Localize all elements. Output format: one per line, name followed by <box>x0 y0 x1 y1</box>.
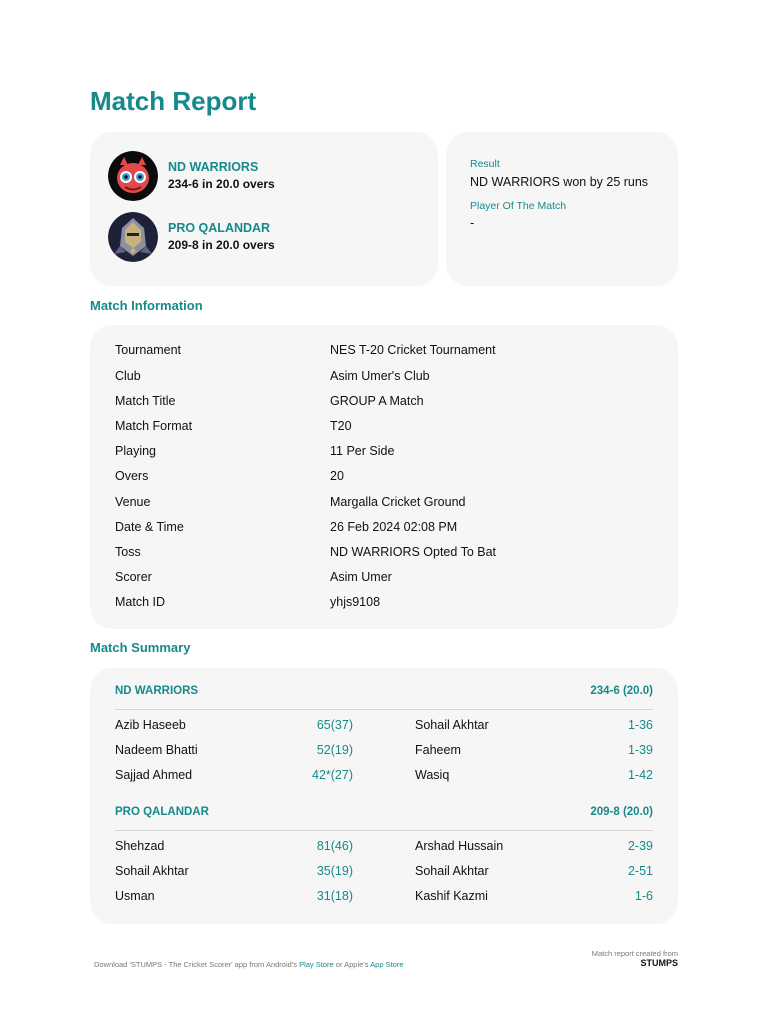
bowler-figures: 2-39 <box>627 839 653 853</box>
info-value: Margalla Cricket Ground <box>330 495 466 509</box>
info-value: Asim Umer's Club <box>330 369 430 383</box>
info-value: T20 <box>330 419 352 433</box>
player-of-match-value: - <box>470 216 475 230</box>
report-credit <box>592 949 678 969</box>
innings-team: PRO QALANDAR <box>115 806 209 818</box>
team-row-pro-qalandar <box>108 212 275 262</box>
page-title: Match Report <box>90 86 257 116</box>
innings-header <box>115 806 653 831</box>
batter-name: Shehzad <box>115 839 165 853</box>
info-row-toss <box>115 545 496 559</box>
player-of-match-label: Player Of The Match <box>470 200 567 212</box>
info-key: Overs <box>115 469 149 483</box>
play-store-link[interactable]: Play Store <box>299 960 334 969</box>
info-value: 11 Per Side <box>330 444 395 458</box>
info-row-tournament <box>115 343 496 357</box>
hooded-warrior-logo <box>108 212 158 262</box>
info-row-match-title <box>115 394 424 408</box>
batter-runs: 35(19) <box>316 864 353 878</box>
bowler-figures: 2-51 <box>627 864 653 878</box>
teams-card <box>90 132 438 286</box>
bowler-name: Wasiq <box>415 768 450 782</box>
info-value: 26 Feb 2024 02:08 PM <box>330 520 458 534</box>
batter-runs: 42*(27) <box>312 768 353 782</box>
credit-line: Match report created from <box>591 949 678 958</box>
match-summary-card <box>90 668 678 924</box>
download-text: Download 'STUMPS - The Cricket Scorer' app from Android's <box>94 960 300 969</box>
innings-total: 209-8 (20.0) <box>590 806 653 818</box>
info-key: Toss <box>115 545 141 559</box>
info-key: Match Format <box>115 419 193 433</box>
info-row-match-id <box>115 595 380 609</box>
batter-runs: 52(19) <box>316 743 353 757</box>
bowler-figures: 1-39 <box>627 743 653 757</box>
innings-header <box>115 685 653 710</box>
info-row-playing <box>115 444 394 458</box>
info-row-overs <box>115 469 344 483</box>
team-name: ND WARRIORS <box>168 160 259 174</box>
bowler-name: Faheem <box>415 743 461 757</box>
match-summary-title: Match Summary <box>90 640 191 655</box>
app-store-link[interactable]: App Store <box>370 960 404 969</box>
info-value: 20 <box>330 469 344 483</box>
match-information-card <box>90 325 678 629</box>
innings-total: 234-6 (20.0) <box>590 685 653 697</box>
info-row-scorer <box>115 570 392 584</box>
batter-name: Usman <box>115 889 155 903</box>
info-key: Scorer <box>115 570 152 584</box>
info-row-club <box>115 369 430 383</box>
bowler-name: Sohail Akhtar <box>415 864 489 878</box>
info-key: Playing <box>115 444 156 458</box>
bowler-name: Arshad Hussain <box>415 839 504 853</box>
info-key: Tournament <box>115 343 182 357</box>
batter-name: Sajjad Ahmed <box>115 768 193 782</box>
info-value: yhjs9108 <box>330 595 381 609</box>
batter-runs: 31(18) <box>316 889 353 903</box>
batter-name: Sohail Akhtar <box>115 864 189 878</box>
team-row-nd-warriors <box>108 151 275 201</box>
match-information-title: Match Information <box>90 298 203 313</box>
bowler-figures: 1-6 <box>634 889 653 903</box>
bowler-name: Kashif Kazmi <box>415 889 488 903</box>
download-text-middle: or Apple's <box>333 960 371 969</box>
batter-name: Nadeem Bhatti <box>115 743 198 757</box>
result-value: ND WARRIORS won by 25 runs <box>470 175 649 189</box>
batter-name: Azib Haseeb <box>115 718 186 732</box>
info-value: Asim Umer <box>330 570 392 584</box>
result-card <box>446 132 678 286</box>
red-masked-face-logo <box>108 151 158 201</box>
info-key: Date & Time <box>115 520 184 534</box>
bowler-name: Sohail Akhtar <box>415 718 489 732</box>
batter-runs: 81(46) <box>316 839 353 853</box>
stumps-brand: STUMPS <box>640 958 678 968</box>
info-key: Club <box>115 369 141 383</box>
info-value: GROUP A Match <box>330 394 424 408</box>
info-row-venue <box>115 495 465 509</box>
team-name: PRO QALANDAR <box>168 221 271 235</box>
innings-team: ND WARRIORS <box>115 685 199 697</box>
info-value: NES T-20 Cricket Tournament <box>330 343 496 357</box>
bowler-figures: 1-42 <box>627 768 653 782</box>
info-key: Match Title <box>115 394 176 408</box>
batter-runs: 65(37) <box>316 718 353 732</box>
download-note <box>94 960 404 969</box>
info-row-match-format <box>115 419 352 433</box>
info-value: ND WARRIORS Opted To Bat <box>330 545 497 559</box>
result-label: Result <box>470 158 500 170</box>
team-score: 209-8 in 20.0 overs <box>168 238 275 252</box>
info-key: Venue <box>115 495 151 509</box>
bowler-figures: 1-36 <box>627 718 653 732</box>
info-key: Match ID <box>115 595 166 609</box>
info-row-date-time <box>115 520 457 534</box>
team-score: 234-6 in 20.0 overs <box>168 177 275 191</box>
